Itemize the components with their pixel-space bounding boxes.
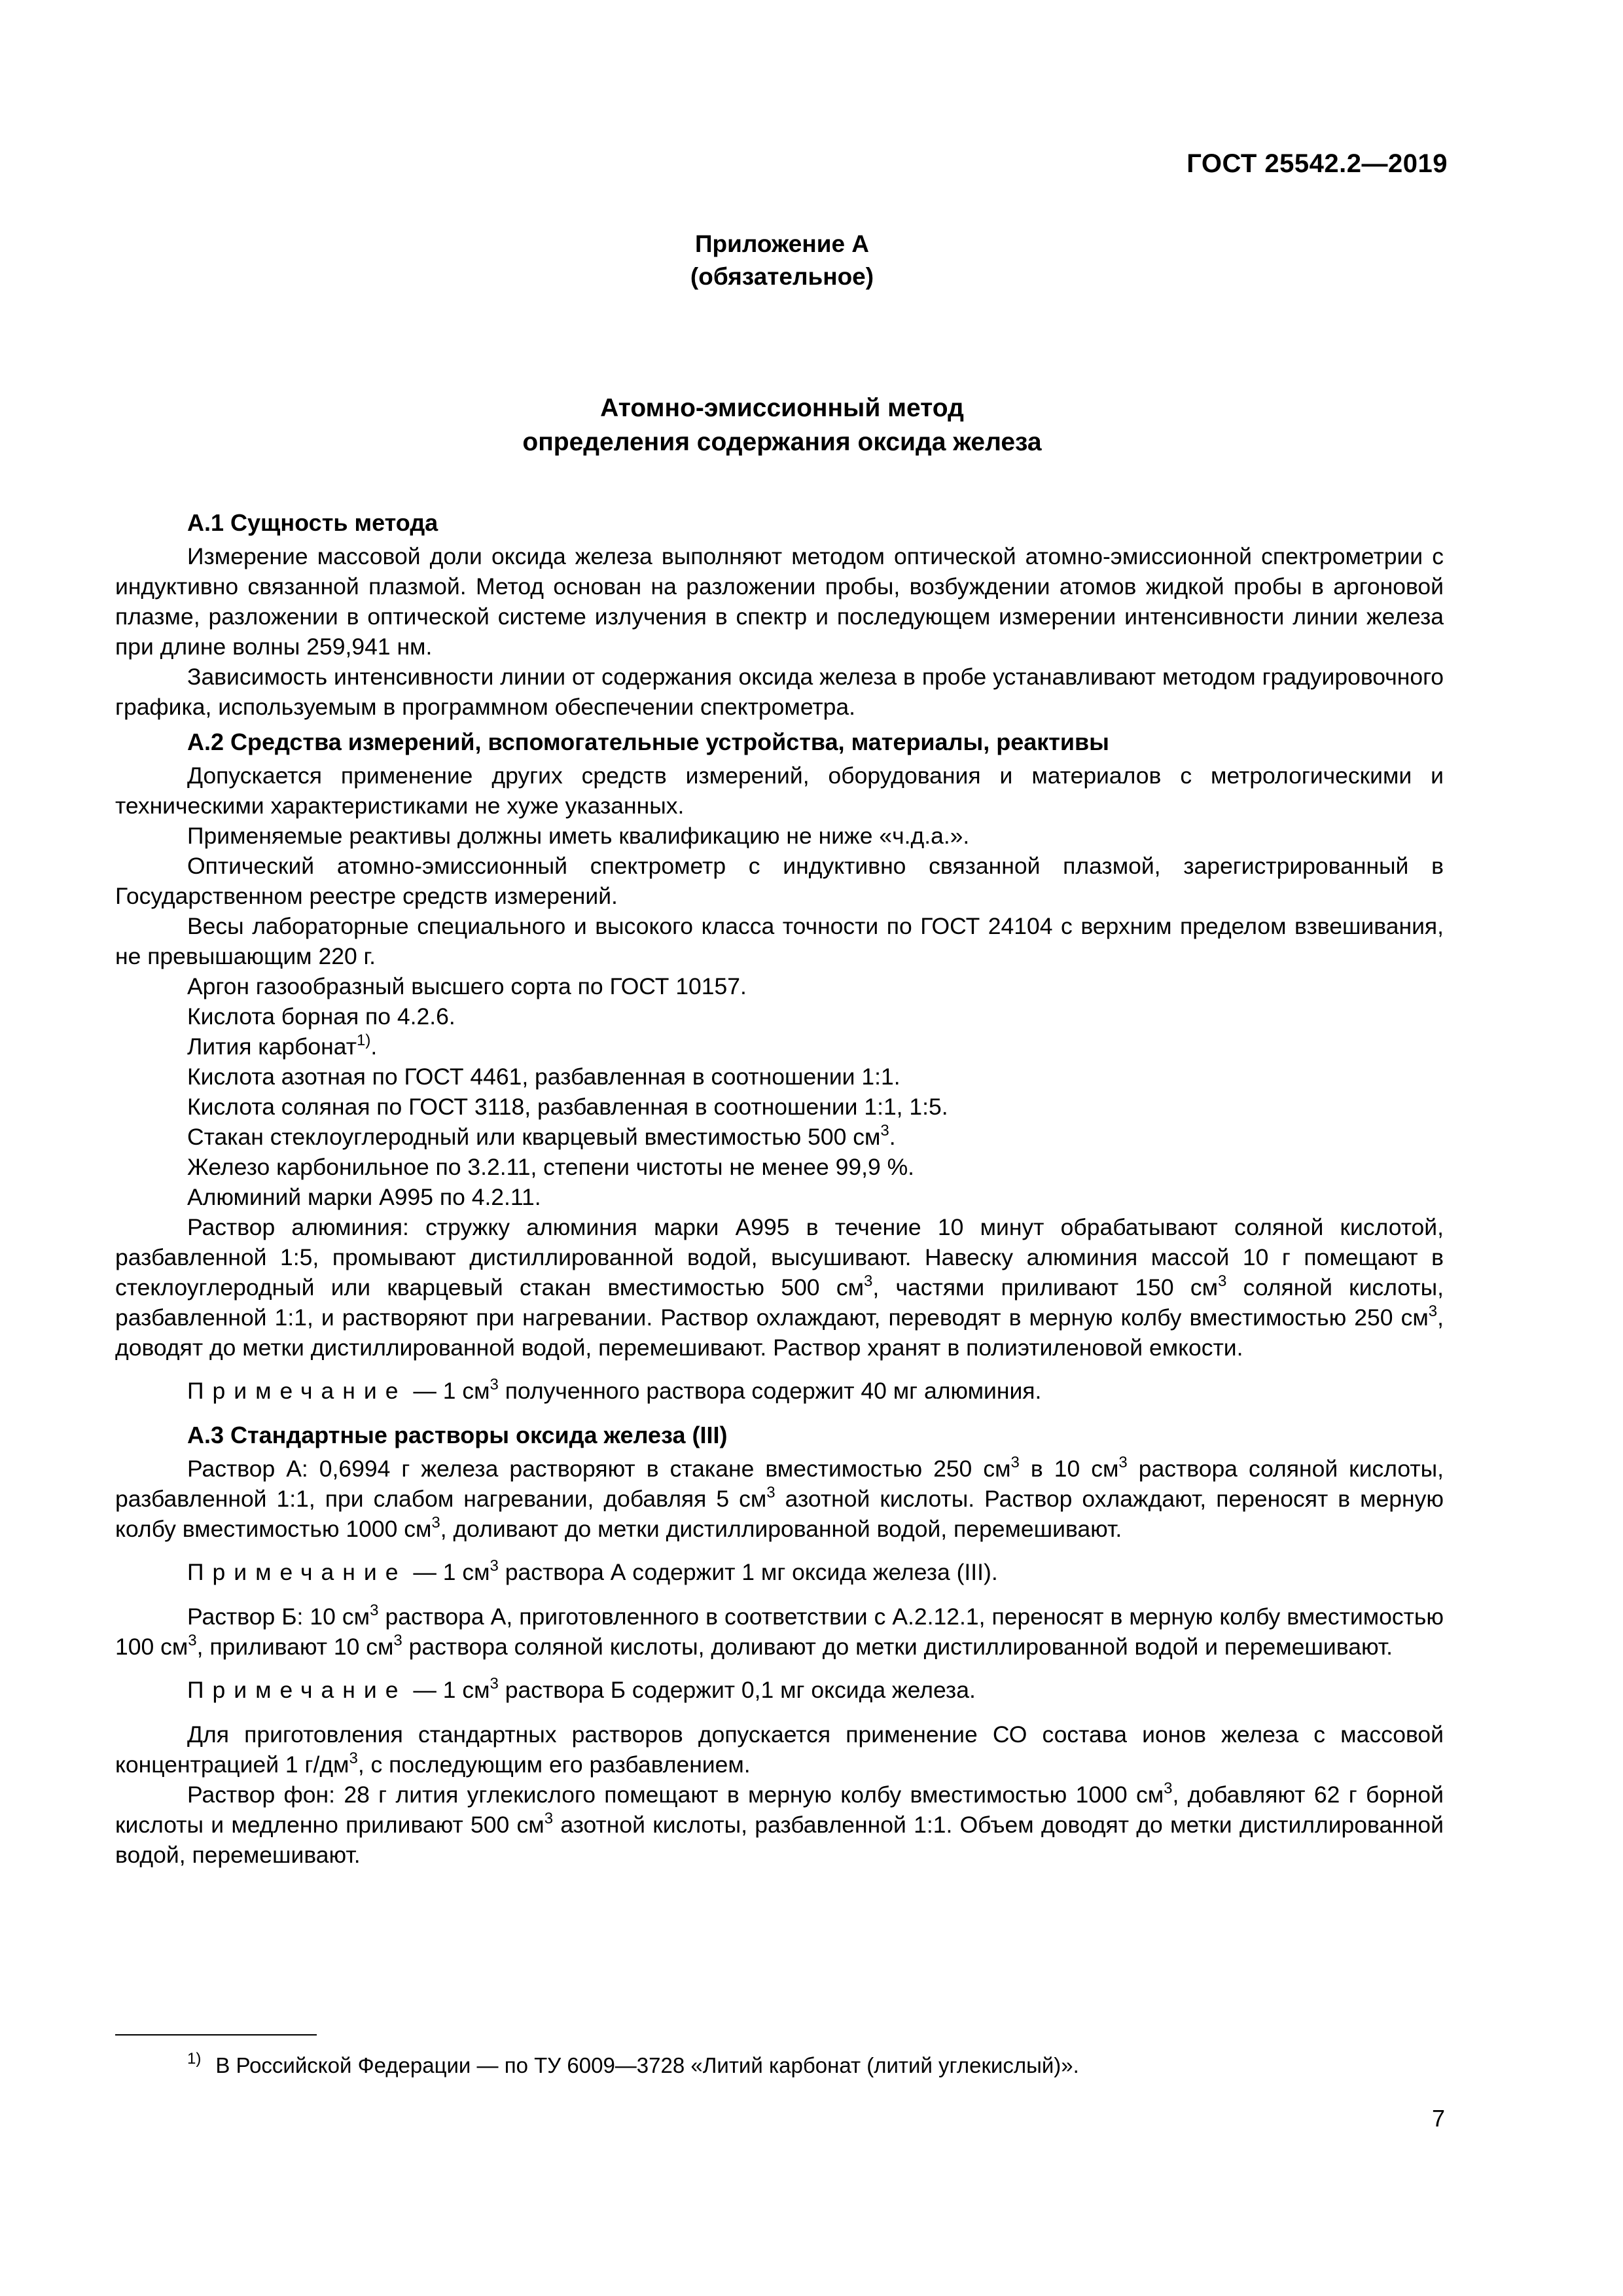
section-a2-paragraph-8: Кислота азотная по ГОСТ 4461, разбавленная в соотношении 1:1. — [187, 1064, 901, 1090]
section-a2-note: Примечание — 1 $см^3$ полученного раствора содержит 40 мг алюминия. — [187, 1376, 1042, 1404]
title-line-2: определения содержания оксида железа — [522, 428, 1042, 456]
footnote-reference: 1) — [357, 1031, 371, 1049]
section-a2-paragraph-12: Алюминий марки А995 по 4.2.11. — [187, 1184, 541, 1210]
section-a2-paragraph-5: Аргон газообразный высшего сорта по ГОСТ 10157. — [187, 973, 747, 999]
appendix-heading — [0, 228, 1564, 293]
solution-b-note: Примечание — 1 $см^3$ раствора Б содержит 0,1 мг оксида железа. — [187, 1675, 976, 1703]
reference-material-paragraph: Для приготовления стандартных растворов допускается применение СО состава ионов железа с массовой концентрацией 1 $г/дм^3$, с последующим его разбавлением. — [115, 1721, 1444, 1778]
section-a2-paragraph-3: Оптический атомно-эмиссионный спектрометр с индуктивно связанной плазмой, зарегистрированный в Государственном реестре средств измерений. — [115, 853, 1444, 909]
footnote — [187, 2051, 1079, 2080]
background-solution-paragraph: Раствор фон: 28 г лития углекислого помещают в мерную колбу вместимостью 1000 $см^3$, добавляют 62 г борной кислоты и медленно приливают 500 $см^3$ азотной кислоты, разбавленной 1:1. Объем доводят до метки дистиллированной водой, перемешивают. — [115, 1780, 1444, 1868]
section-a2-paragraph-10: Стакан стеклоуглеродный или кварцевый вместимостью 500 $см^3$. — [187, 1122, 896, 1150]
section-a2-paragraph-1: Допускается применение других средств измерений, оборудования и материалов с метрологическими и техническими характеристиками не хуже указанных. — [115, 762, 1444, 819]
section-a1-heading: А.1 Сущность метода — [187, 509, 438, 536]
solution-a-paragraph: Раствор А: 0,6994 г железа растворяют в стакане вместимостью 250 $см^3$ в 10 $см^3$ раствора соляной кислоты, разбавленной 1:1, при слабом нагревании, добавляя 5 $см^3$ азотной кислоты. Раствор охлаждают, переносят в мерную колбу вместимостью 1000 $см^3$, доливают до метки дистиллированной водой, перемешивают. — [115, 1454, 1444, 1542]
solution-b-paragraph: Раствор Б: 10 $см^3$ раствора А, приготовленного в соответствии с А.2.12.1, переносят в мерную колбу вместимостью 100 $см^3$, приливают 10 $см^3$ раствора соляной кислоты, доливают до метки дистиллированной водой и перемешивают. — [115, 1602, 1444, 1660]
footnote-divider — [115, 2034, 317, 2036]
section-a2-paragraph-2: Применяемые реактивы должны иметь квалификацию не ниже «ч.д.а.». — [187, 823, 970, 849]
footnote-marker: 1) — [187, 2050, 202, 2068]
page-number: 7 — [1431, 2105, 1445, 2132]
footnote-text: В Российской Федерации — по ТУ 6009—3728 «Литий карбонат (литий углекислый)». — [215, 2053, 1079, 2077]
section-a1-paragraph-2: Зависимость интенсивности линии от содержания оксида железа в пробе устанавливают методом градуировочного графика, используемым в программном обеспечении спектрометра. — [115, 664, 1444, 720]
section-a2-paragraph-4: Весы лабораторные специального и высокого класса точности по ГОСТ 24104 с верхним пределом взвешивания, не превышающим 220 г. — [115, 913, 1444, 969]
section-a2-paragraph-13: Раствор алюминия: стружку алюминия марки А995 в течение 10 минут обрабатывают соляной кислотой, разбавленной 1:5, промывают дистиллированной водой, высушивают. Навеску алюминия массой 10 г помещают в стеклоуглеродный или кварцевый стакан вместимостью 500 $см^3$, частями приливают 150 $см^3$ соляной кислоты, разбавленной 1:1, и растворяют при нагревании. Раствор охлаждают, переводят в мерную колбу вместимостью 250 $см^3$, доводят до метки дистиллированной водой, перемешивают. Раствор хранят в полиэтиленовой емкости. — [115, 1214, 1444, 1361]
standard-number: ГОСТ 25542.2—2019 — [1186, 149, 1448, 178]
document-title — [0, 391, 1564, 459]
section-a2-paragraph-9: Кислота соляная по ГОСТ 3118, разбавленная в соотношении 1:1, 1:5. — [187, 1094, 948, 1120]
solution-a-note: Примечание — 1 $см^3$ раствора А содержит 1 мг оксида железа (III). — [187, 1557, 998, 1585]
section-a2-paragraph-11: Железо карбонильное по 3.2.11, степени чистоты не менее 99,9 %. — [187, 1154, 915, 1180]
section-a2-paragraph-7: Лития карбонат$^{1)}$. — [187, 1031, 378, 1060]
section-a2-heading: А.2 Средства измерений, вспомогательные устройства, материалы, реактивы — [187, 728, 1109, 755]
section-a3-heading: А.3 Стандартные растворы оксида железа (III) — [187, 1422, 728, 1448]
appendix-status: (обязательное) — [690, 263, 874, 290]
appendix-label: Приложение А — [694, 230, 870, 257]
section-a2-paragraph-6: Кислота борная по 4.2.6. — [187, 1003, 455, 1030]
body-text — [115, 508, 1444, 1870]
title-line-1: Атомно-эмиссионный метод — [600, 394, 964, 422]
section-a1-paragraph-1: Измерение массовой доли оксида железа выполняют методом оптической атомно-эмиссионной спектрометрии с индуктивно связанной плазмой. Метод основан на разложении пробы, возбуждении атомов жидкой пробы в аргоновой плазме, разложении в оптической системе излучения в спектр и последующем измерении интенсивности линии железа при длине волны 259,941 нм. — [115, 543, 1444, 660]
